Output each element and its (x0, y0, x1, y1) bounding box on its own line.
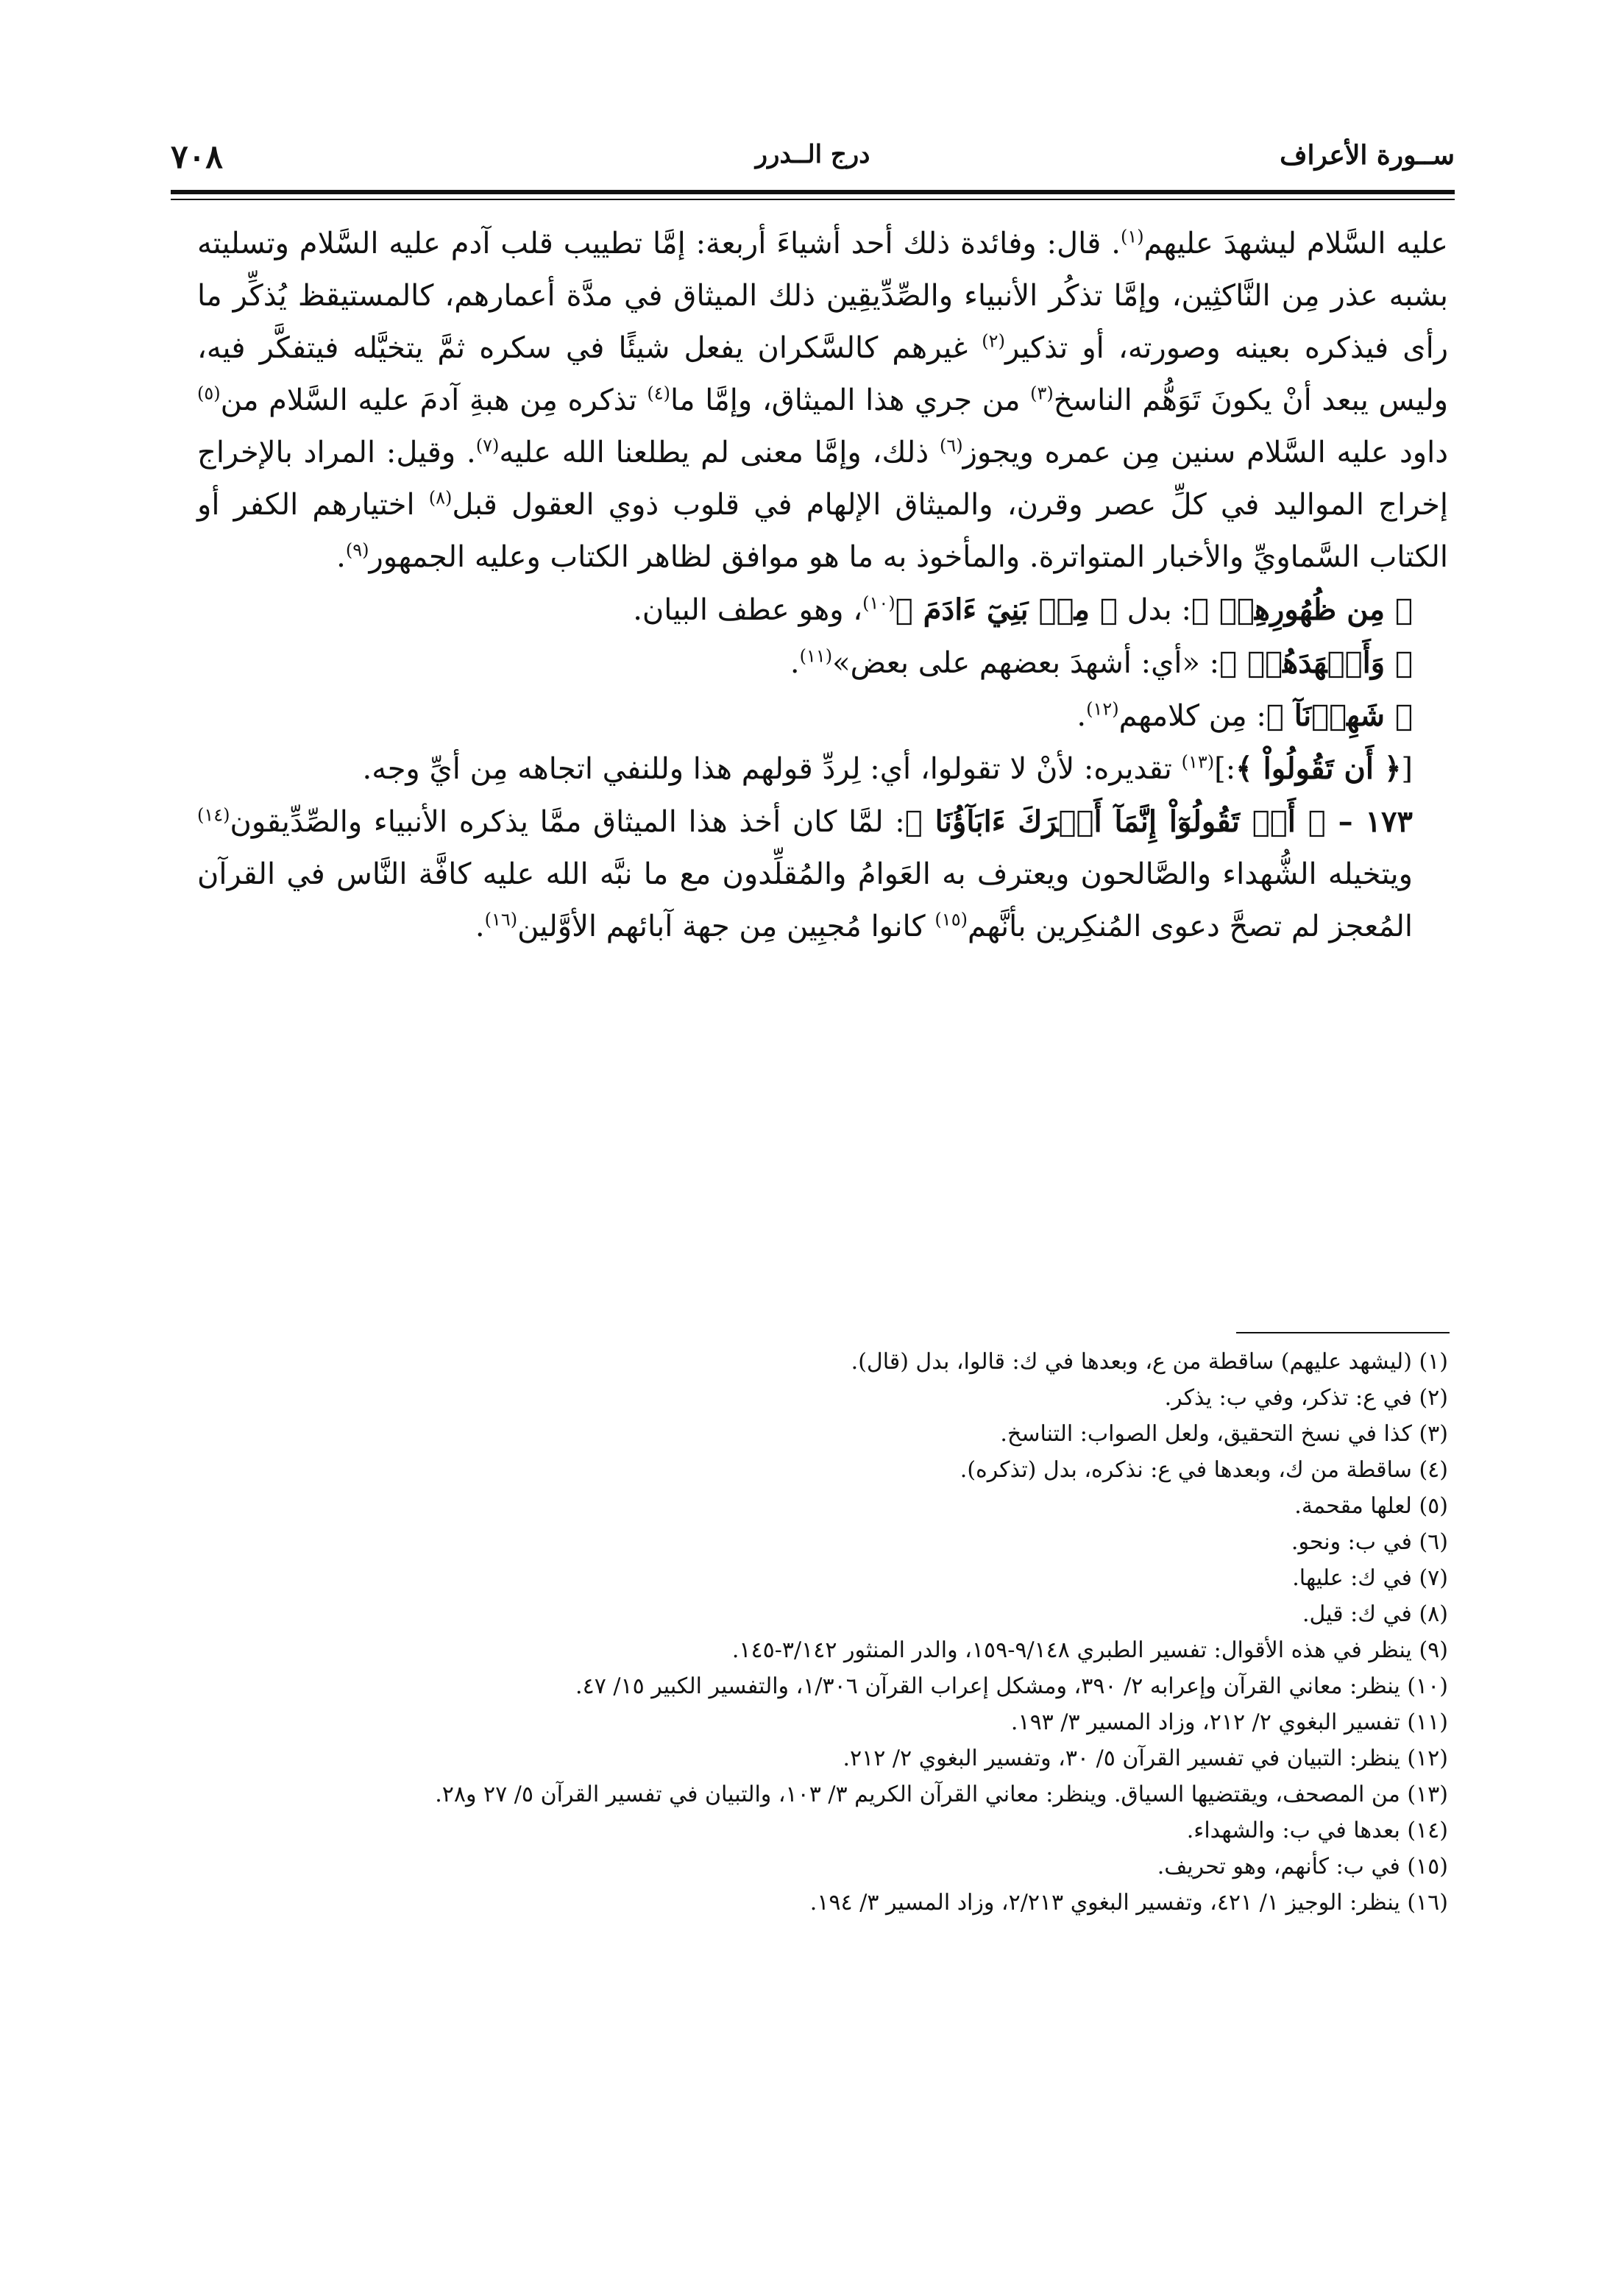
header-rule-thin (171, 199, 1455, 200)
text-run: . (790, 646, 800, 680)
text-run: . (1076, 699, 1087, 733)
paragraph (197, 584, 1448, 637)
footnote: (١٢) ينظر: التبيان في تفسير القرآن ٥/ ٣٠، وتفسير البغوي ٢/ ٢١٢. (843, 1746, 1448, 1771)
footnote-ref: (١٣) (1181, 751, 1215, 773)
text-run: ، وهو عطف البيان. (633, 593, 863, 627)
quran-verse: ﴿ مِن ظُهُورِهِمۡ ﴾ (1191, 592, 1413, 627)
footnote-ref: (٩) (345, 539, 369, 561)
text-run: . قال: وفائدة ذلك أحد أشياءَ أربعة: إمَّا تطييب قلب آدم عليه السَّلام وتسليته بشبه عذر مِن النَّاكثِين، وإمَّا تذكُر الأنبياء والصِّدِّيقِين ذلك الميثاق في مدَّة أعمارهم، كالمستيقظ يُذكِّر ما رأى فيذكره بعينه وصورته، أو تذكير (197, 227, 1449, 365)
text-run: ذلك، وإمَّا معنى لم يطلعنا الله عليه (499, 436, 940, 470)
footnote: (٧) في ك: عليها. (1292, 1565, 1448, 1591)
text-run: : مِن كلامهم (1118, 699, 1266, 733)
text-run: . (336, 540, 346, 574)
footnote: (٦) في ب: ونحو. (1291, 1529, 1448, 1555)
footnote-ref: (٥) (197, 383, 221, 404)
text-run: كانوا مُجبِين مِن جهة آبائهم الأوَّلين (517, 910, 935, 943)
footnote-ref: (٢) (982, 330, 1005, 352)
header-rule-thick (171, 190, 1455, 194)
footnote: (١) (ليشهد عليهم) ساقطة من ع، وبعدها في ك: قالوا، بدل (قال). (851, 1349, 1448, 1375)
quran-verse: ﴿ شَهِدۡنَآ ﴾ (1266, 698, 1413, 733)
footnote-ref: (٦) (939, 435, 963, 456)
footnote: (٣) كذا في نسخ التحقيق، ولعل الصواب: التناسخ. (1000, 1421, 1448, 1447)
footnote-ref: (٣) (1030, 383, 1054, 404)
paragraph (197, 218, 1448, 584)
running-header (171, 138, 1455, 180)
text-run: :] (1214, 752, 1236, 786)
text-run: تذكره مِن هبةِ آدمَ عليه السَّلام من (220, 383, 648, 417)
paragraph (197, 690, 1448, 743)
footnote: (٢) في ع: تذكر، وفي ب: يذكر. (1164, 1385, 1448, 1411)
text-run: اختيارهم الكفر أو الكتاب السَّماويِّ والأخبار المتواترة. والمأخوذ به ما هو موافق لظاهر الكتاب وعليه الجمهور (197, 488, 1448, 574)
text-run: داود عليه السَّلام سنين مِن عمره ويجوز (962, 436, 1449, 470)
footnote: (٩) ينظر في هذه الأقوال: تفسير الطبري ٩/١٤٨-١٥٩، والدر المنثور ٣/١٤٢-١٤٥. (731, 1637, 1448, 1663)
paragraph (197, 796, 1448, 953)
book-title: درج الــدرر (755, 140, 870, 169)
page-number: ٧٠٨ (171, 138, 223, 176)
text-run: [ (1401, 752, 1413, 786)
footnote: (٥) لعلها مقحمة. (1294, 1493, 1448, 1519)
footnote: (١٠) ينظر: معاني القرآن وإعرابه ٢/ ٣٩٠، ومشكل إعراب القرآن ١/٣٠٦، والتفسير الكبير ١٥/ ٤٧. (575, 1673, 1448, 1699)
text-run: ويتخيله الشُّهداء والصَّالحون ويعترف به العَوامُ والمُقلِّدون مع ما نبَّه الله عليه كافَّة النَّاس في القرآن المُعجز لم تصحَّ دعوى المُنكِرين بأنَّهم (197, 857, 1413, 943)
footnote: (١٦) ينظر: الوجيز ١/ ٤٢١، وتفسير البغوي ٢/٢١٣، وزاد المسير ٣/ ١٩٤. (809, 1890, 1448, 1916)
footnote-ref: (١٤) (197, 804, 230, 826)
footnote-ref: (١٥) (934, 909, 968, 930)
text-run: تقديره: لأنْ لا تقولوا، أي: لِردِّ قولهم هذا وللنفي اتجاهه مِن أيِّ وجه. (362, 752, 1182, 786)
footnote: (٨) في ك: قيل. (1302, 1601, 1448, 1627)
footnote: (٤) ساقطة من ك، وبعدها في ع: نذكره، بدل (تذكره). (960, 1457, 1448, 1483)
footnote: (١٥) في ب: كأنهم، وهو تحريف. (1157, 1854, 1448, 1879)
text-run: . وقيل: المراد بالإخراج إخراج المواليد في كلِّ عصر وقرن، والميثاق الإلهام في قلوب ذوي العقول قبل (197, 436, 1448, 522)
text-run: عليه السَّلام ليشهدَ عليهم (1143, 227, 1449, 261)
footnote-ref: (٨) (428, 487, 453, 509)
text-run: : بدل (1117, 593, 1191, 627)
footnote: (١٣) من المصحف، ويقتضيها السياق. وينظر: معاني القرآن الكريم ٣/ ١٠٣، والتبيان في تفسير القرآن ٥/ ٢٧ و٢٨. (435, 1782, 1448, 1807)
text-run: . (475, 910, 485, 943)
footnote: (١١) تفسير البغوي ٢/ ٢١٢، وزاد المسير ٣/ ١٩٣. (1010, 1709, 1448, 1735)
text-run: : لمَّا كان أخذ هذا الميثاق ممَّا يذكره الأنبياء والصِّدِّيقون (230, 805, 905, 839)
footnote-ref: (١) (1120, 226, 1144, 247)
paragraph (197, 637, 1448, 690)
quran-verse: ١٧٣ – ﴿ أَوۡ تَقُولُوٓاْ إِنَّمَآ أَشۡرَكَ ءَابَآؤُنَا ﴾ (904, 804, 1413, 839)
paragraph (197, 743, 1448, 796)
footnote-ref: (١٦) (484, 909, 518, 930)
quran-verse: ﴿ مِنۢ بَنِيٓ ءَادَمَ ﴾ (895, 592, 1118, 627)
footnote-ref: (١٢) (1086, 698, 1119, 720)
footnote-ref: (١١) (799, 645, 833, 667)
text-run: غيرهم كالسَّكران يفعل شيئًا في سكره ثمَّ يتخيَّله فيتفكَّر فيه، وليس يبعد أنْ يكونَ تَوَهُّم الناسخ (197, 331, 1449, 417)
footnote-ref: (٤) (647, 383, 670, 404)
footnote-ref: (١٠) (862, 592, 895, 614)
footnote-ref: (٧) (475, 435, 500, 456)
quran-verse: ﴿ أَن تَقُولُواْ ﴾ (1235, 751, 1402, 786)
surah-title: ســورة الأعراف (1280, 140, 1455, 171)
text-run: من جري هذا الميثاق، وإمَّا ما (670, 383, 1031, 417)
quran-verse: ﴿ وَأَشۡهَدَهُمۡ ﴾ (1219, 645, 1413, 680)
main-text (197, 218, 1448, 953)
text-run: : «أي: أشهدَ بعضهم على بعض» (832, 646, 1220, 680)
footnote: (١٤) بعدها في ب: والشهداء. (1186, 1818, 1448, 1843)
footnote-separator (1236, 1332, 1450, 1333)
footnotes (197, 1344, 1448, 1921)
